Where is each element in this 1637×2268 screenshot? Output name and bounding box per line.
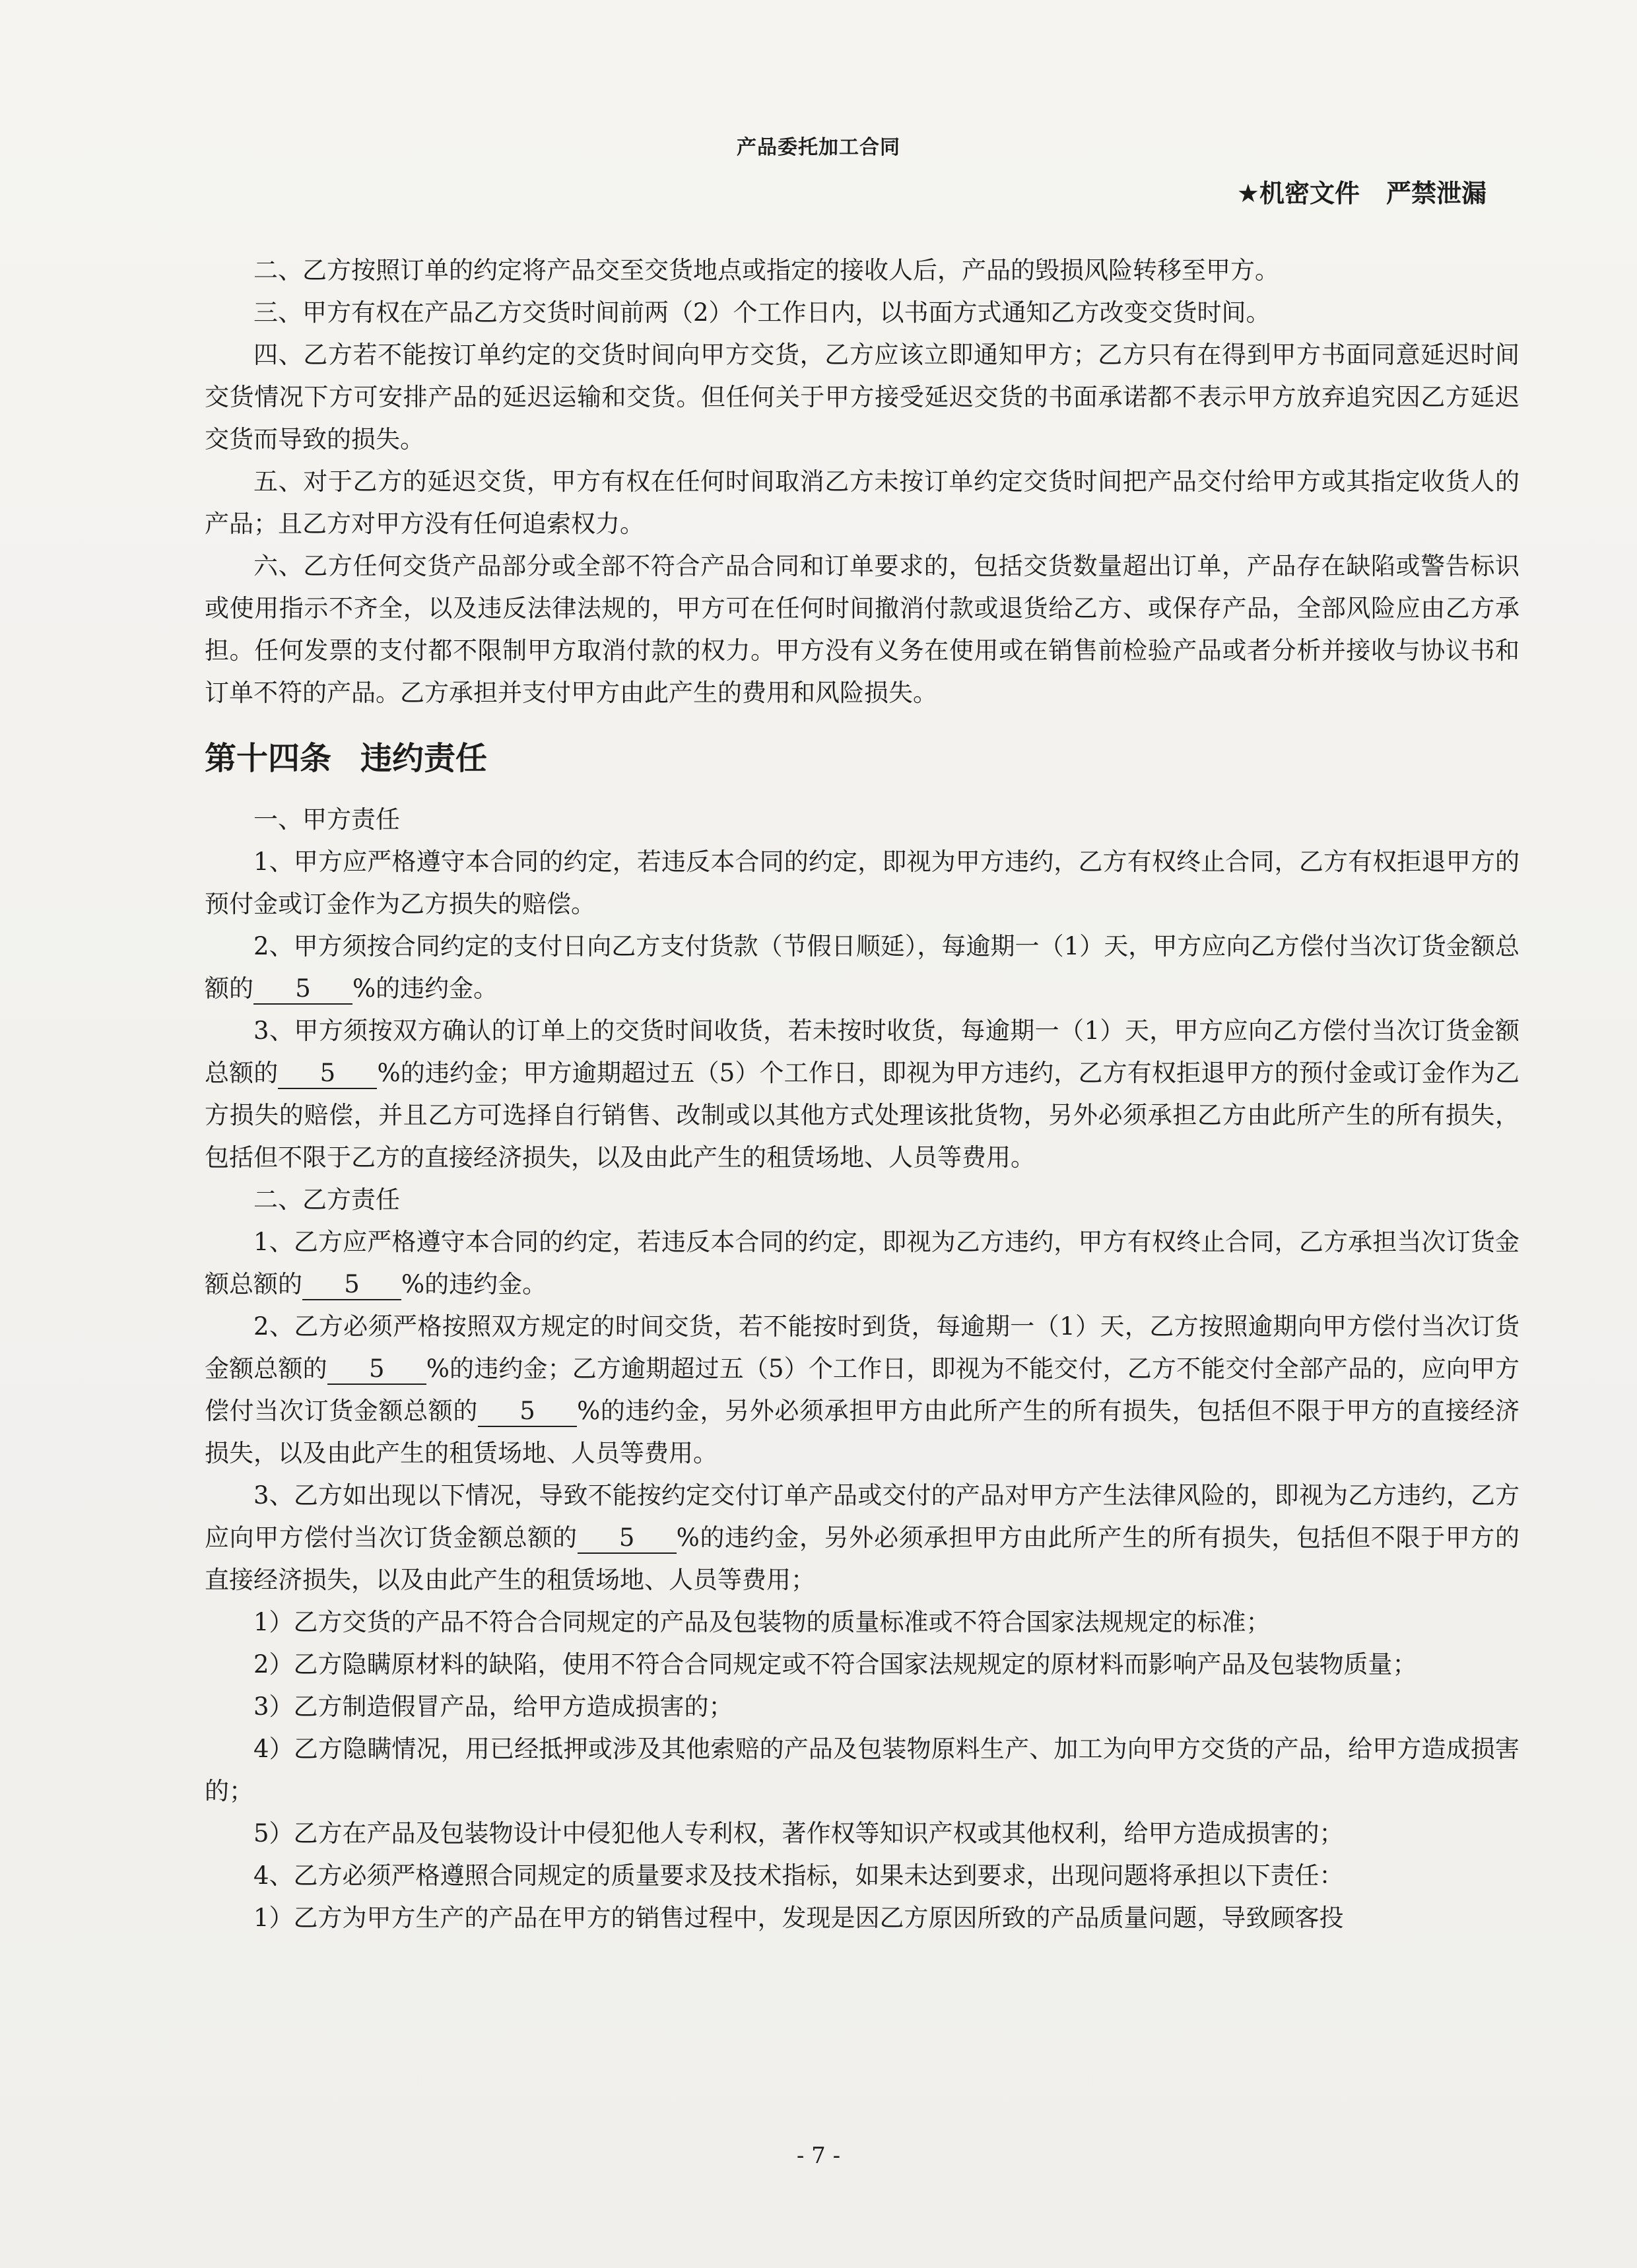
penalty-rate-blank: 5 (253, 975, 352, 1005)
party-a-item-2 (205, 925, 1520, 1010)
party-a-heading: 一、甲方责任 (253, 805, 400, 834)
clause-text: 1、乙方应严格遵守本合同的约定，若违反本合同的约定，即视为乙方违约，甲方有权终止合同，乙方承担当次订货金额总额的 (205, 1228, 1520, 1298)
clause-text: %的违约金，另外必须承担甲方由此所产生的所有损失，包括但不限于甲方的直接经济损失，以及由此产生的租赁场地、人员等费用； (205, 1523, 1520, 1594)
party-a-item-1: 1、甲方应严格遵守本合同的约定，若违反本合同的约定，即视为甲方违约，乙方有权终止合同，乙方有权拒退甲方的预付金或订金作为乙方损失的赔偿。 (205, 848, 1520, 918)
sub-item: 5）乙方在产品及包装物设计中侵犯他人专利权，著作权等知识产权或其他权利，给甲方造成损害的； (253, 1819, 1344, 1848)
clause-paragraph: 五、对于乙方的延迟交货，甲方有权在任何时间取消乙方未按订单约定交货时间把产品交付给甲方或其指定收货人的产品；且乙方对甲方没有任何追索权力。 (205, 467, 1520, 538)
penalty-rate-blank: 5 (578, 1524, 677, 1554)
confidential-mark: ★机密文件 (1236, 179, 1360, 208)
clause-text: %的违约金，另外必须承担甲方由此所产生的所有损失，包括但不限于甲方的直接经济损失，以及由此产生的租赁场地、人员等费用。 (205, 1397, 1520, 1467)
party-b-item-1 (205, 1221, 1520, 1306)
clause-text: 2、乙方必须严格按照双方规定的时间交货，若不能按时到货，每逾期一（1）天，乙方按照逾期向甲方偿付当次订货金额总额的 (205, 1312, 1520, 1383)
confidential-stamp (1237, 173, 1487, 209)
penalty-rate-blank: 5 (278, 1059, 377, 1089)
penalty-rate-blank: 5 (302, 1271, 401, 1300)
article-number: 第十四条 (205, 740, 332, 777)
document-title: 产品委托加工合同 (737, 136, 900, 159)
clause-paragraph: 二、乙方按照订单的约定将产品交至交货地点或指定的接收人后，产品的毁损风险转移至甲方。 (253, 256, 1279, 284)
party-b-item-2 (205, 1306, 1520, 1475)
article-heading (205, 733, 1520, 784)
clause-text: 3、乙方如出现以下情况，导致不能按约定交付订单产品或交付的产品对甲方产生法律风险的，即视为乙方违约，乙方应向甲方偿付当次订货金额总额的 (205, 1481, 1520, 1552)
confidential-note: 严禁泄漏 (1386, 179, 1487, 208)
page-number: - 7 - (796, 2143, 841, 2169)
sub-item: 2）乙方隐瞒原材料的缺陷，使用不符合合同规定或不符合国家法规规定的原材料而影响产品及包装物质量； (253, 1650, 1417, 1679)
party-b-item-3 (205, 1475, 1520, 1601)
clause-text: %的违约金；甲方逾期超过五（5）个工作日，即视为甲方违约，乙方有权拒退甲方的预付金或订金作为乙方损失的赔偿，并且乙方可选择自行销售、改制或以其他方式处理该批货物，另外必须承担乙方由此所产生的所有损失，包括但不限于乙方的直接经济损失，以及由此产生的租赁场地、人员等费用。 (205, 1059, 1520, 1172)
clause-text: 3、甲方须按双方确认的订单上的交货时间收货，若未按时收货，每逾期一（1）天，甲方应向乙方偿付当次订货金额总额的 (205, 1017, 1520, 1087)
party-b-heading: 二、乙方责任 (253, 1185, 400, 1214)
clause-text: 2、甲方须按合同约定的支付日向乙方支付货款（节假日顺延），每逾期一（1）天，甲方应向乙方偿付当次订货金额总额的 (205, 932, 1520, 1003)
clause-text: %的违约金。 (352, 974, 498, 1003)
party-a-item-3 (205, 1010, 1520, 1179)
clause-paragraph: 六、乙方任何交货产品部分或全部不符合产品合同和订单要求的，包括交货数量超出订单，产品存在缺陷或警告标识或使用指示不齐全，以及违反法律法规的，甲方可在任何时间撤消付款或退货给乙方、或保存产品，全部风险应由乙方承担。任何发票的支付都不限制甲方取消付款的权力。甲方没有义务在使用或在销售前检验产品或者分析并接收与协议书和订单不符的产品。乙方承担并支付甲方由此产生的费用和风险损失。 (205, 552, 1520, 707)
penalty-rate-blank: 5 (327, 1355, 426, 1385)
clause-text: %的违约金。 (401, 1270, 547, 1298)
clause-paragraph: 三、甲方有权在产品乙方交货时间前两（2）个工作日内，以书面方式通知乙方改变交货时间。 (253, 298, 1271, 327)
document-body (205, 250, 1520, 1939)
sub-item: 1）乙方为甲方生产的产品在甲方的销售过程中，发现是因乙方原因所致的产品质量问题，导致顾客投 (253, 1904, 1344, 1932)
penalty-rate-blank: 5 (478, 1397, 577, 1427)
clause-paragraph: 四、乙方若不能按订单约定的交货时间向甲方交货，乙方应该立即通知甲方；乙方只有在得到甲方书面同意延迟时间交货情况下方可安排产品的延迟运输和交货。但任何关于甲方接受延迟交货的书面承诺都不表示甲方放弃追究因乙方延迟交货而导致的损失。 (205, 341, 1520, 453)
sub-item: 1）乙方交货的产品不符合合同规定的产品及包装物的质量标准或不符合国家法规规定的标准； (253, 1608, 1271, 1636)
sub-item: 4）乙方隐瞒情况，用已经抵押或涉及其他索赔的产品及包装物原料生产、加工为向甲方交货的产品，给甲方造成损害的； (205, 1735, 1520, 1805)
sub-item: 3）乙方制造假冒产品，给甲方造成损害的； (253, 1692, 733, 1721)
party-b-item-4: 4、乙方必须严格遵照合同规定的质量要求及技术指标，如果未达到要求，出现问题将承担以下责任： (253, 1861, 1344, 1890)
article-title: 违约责任 (360, 740, 488, 777)
clause-text: %的违约金；乙方逾期超过五（5）个工作日，即视为不能交付，乙方不能交付全部产品的，应向甲方偿付当次订货金额总额的 (205, 1354, 1520, 1425)
